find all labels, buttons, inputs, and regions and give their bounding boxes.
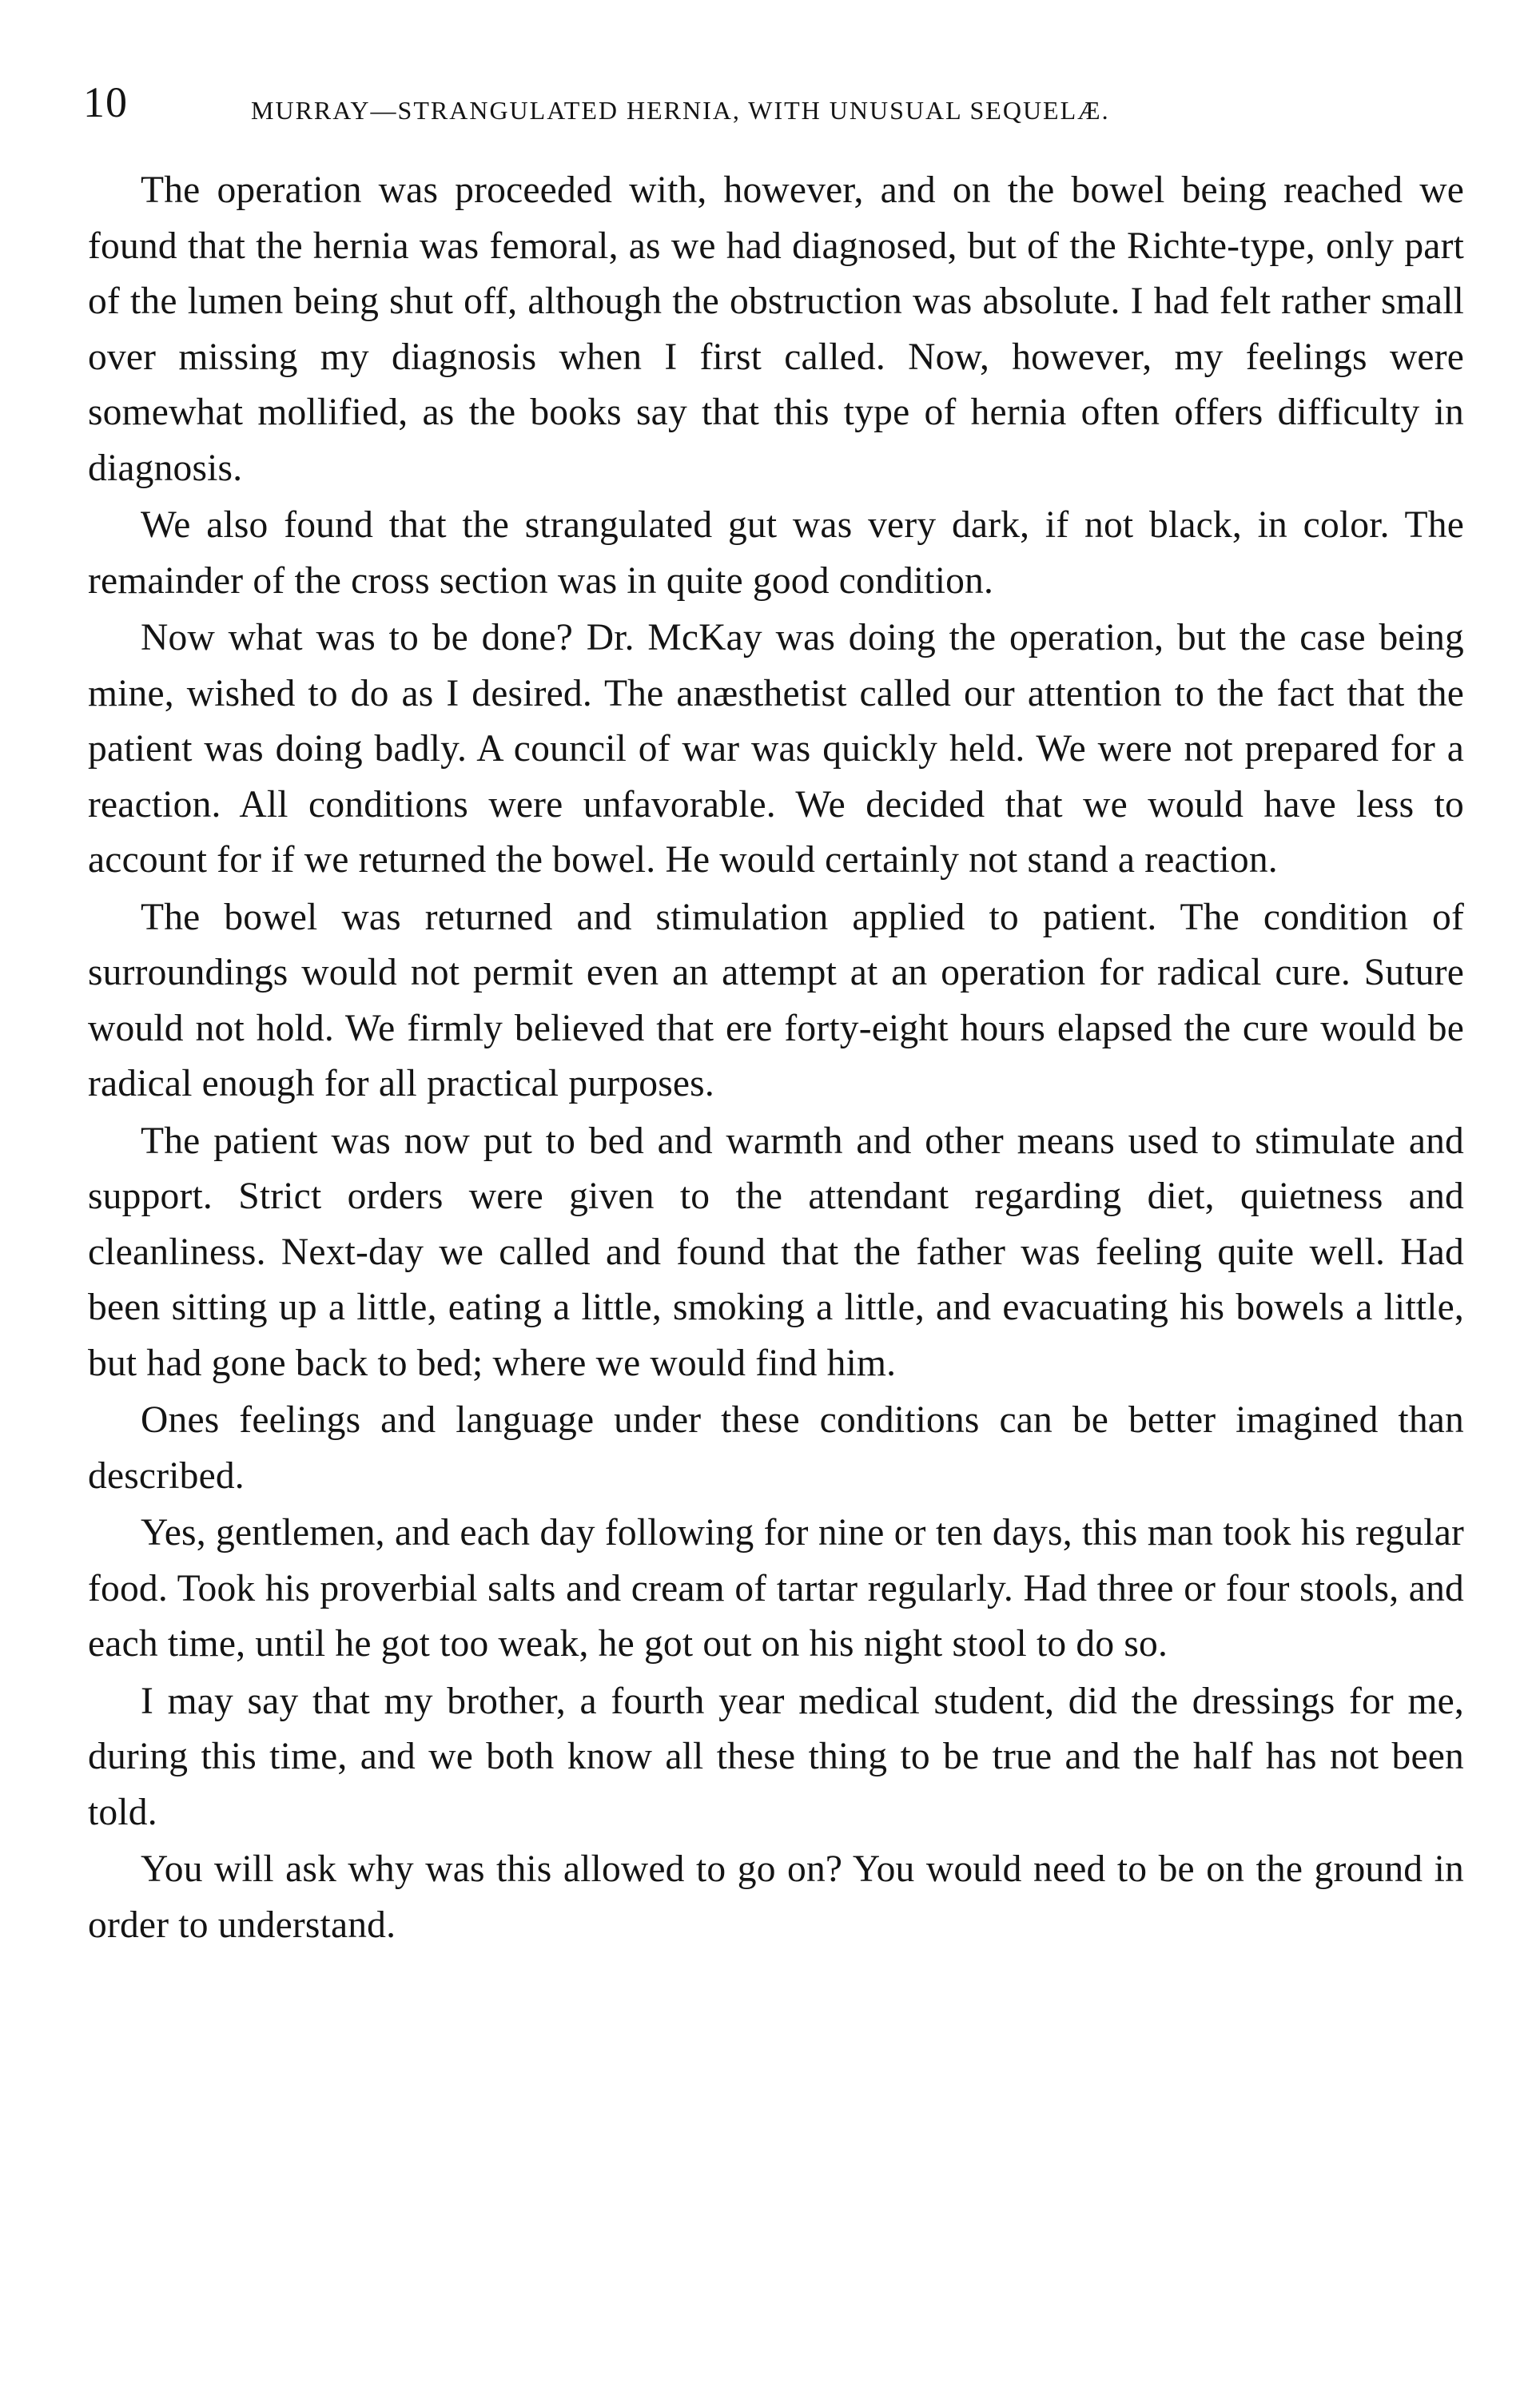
- page-number: 10: [83, 78, 128, 126]
- paragraph-strangulated-gut: We also found that the strangulated gut was very dark, if not black, in color. The remainder of the cross section was in quite good condition.: [88, 504, 1464, 602]
- running-head: MURRAY—STRANGULATED HERNIA, WITH UNUSUAL SEQUELÆ.: [251, 96, 1110, 125]
- paragraph-ones-feelings: Ones feelings and language under these conditions can be better imagined than described.: [88, 1399, 1464, 1497]
- paragraph-bowel-returned: The bowel was returned and stimulation applied to patient. The condition of surroundings would not permit even an attempt at an operation for radical cure. Suture would not hold. We firmly believed that ere forty-eight hours elapsed the cure would be radical enough for all practical purposes.: [88, 896, 1464, 1104]
- paragraph-my-brother: I may say that my brother, a fourth year medical student, did the dressings for me, during this time, and we both know all these thing to be true and the half has not been told.: [88, 1680, 1464, 1833]
- paragraph-yes-gentlemen: Yes, gentlemen, and each day following for nine or ten days, this man took his regular food. Took his proverbial salts and cream of tartar regularly. Had three or four stools, and each time, until he got too weak, he got out on his night stool to do so.: [88, 1512, 1464, 1665]
- paragraph-you-will-ask: You will ask why was this allowed to go on? You would need to be on the ground in order to understand.: [88, 1848, 1464, 1946]
- paragraph-patient-put-to-bed: The patient was now put to bed and warmth and other means used to stimulate and support. Strict orders were given to the attendant regarding diet, quietness and cleanliness. Next-day we called and found that the father was feeling quite well. Had been sitting up a little, eating a little, smoking a little, and evacuating his bowels a little, but had gone back to bed; where we would find him.: [88, 1120, 1464, 1384]
- paragraph-what-was-to-be-done: Now what was to be done? Dr. McKay was doing the operation, but the case being mine, wished to do as I desired. The anæsthetist called our attention to the fact that the patient was doing badly. A council of war was quickly held. We were not prepared for a reaction. All conditions were unfavorable. We decided that we would have less to account for if we returned the bowel. He would certainly not stand a reaction.: [88, 617, 1464, 881]
- article-body: [88, 163, 1464, 1955]
- page-header: [83, 70, 1458, 134]
- paragraph-operation-proceeded: The operation was proceeded with, however, and on the bowel being reached we found that the hernia was femoral, as we had diagnosed, but of the Richte-type, only part of the lumen being shut off, although the obstruction was absolute. I had felt rather small over missing my diagnosis when I first called. Now, however, my feelings were somewhat mollified, as the books say that this type of hernia often offers difficulty in diagnosis.: [88, 169, 1464, 489]
